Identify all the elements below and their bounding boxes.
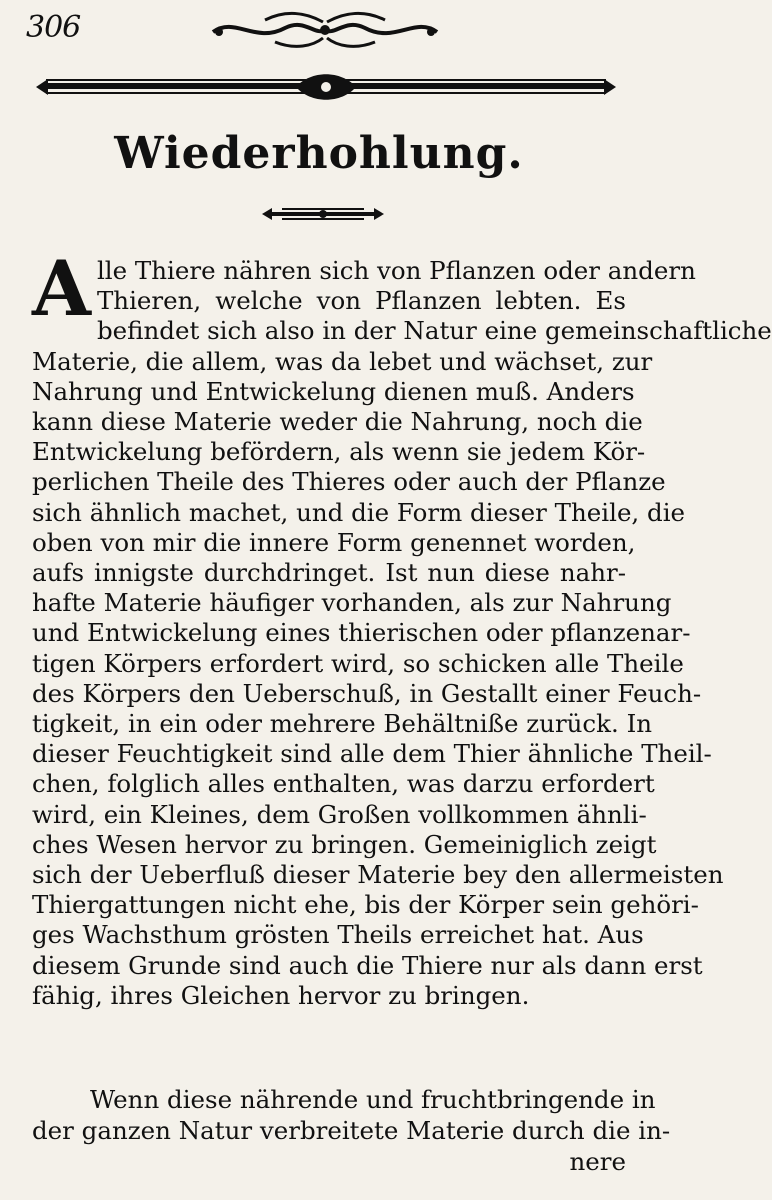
text-line: Entwickelung befördern, als wenn sie jedem Kör-: [32, 437, 646, 467]
text-line: dieser Feuchtigkeit sind alle dem Thier ähnliche Theil-: [32, 739, 712, 769]
text-line: fähig, ihres Gleichen hervor zu bringen.: [32, 980, 530, 1010]
text-line: diesem Grunde sind auch die Thiere nur als dann erst: [32, 950, 703, 980]
text-line: chen, folglich alles enthalten, was darzu erfordert: [32, 769, 655, 799]
catchword: nere: [569, 1147, 626, 1176]
page-number: 306: [26, 10, 81, 45]
header-divider-ornament: [36, 70, 616, 104]
text-line: wird, ein Kleines, dem Großen vollkommen ähnli-: [32, 799, 647, 829]
text-line: hafte Materie häufiger vorhanden, als zur Nahrung: [32, 588, 672, 618]
text-line: und Entwickelung eines thierischen oder pflanzenar-: [32, 618, 691, 648]
text-line: aufs innigste durchdringet. Ist nun diese nahr-: [32, 558, 626, 588]
text-line: sich ähnlich machet, und die Form dieser Theile, die: [32, 497, 686, 527]
text-line: oben von mir die innere Form genennet worden,: [32, 527, 636, 557]
page-title: Wiederhohlung.: [114, 128, 524, 179]
text-line: tigen Körpers erfordert wird, so schicken alle Theile: [32, 648, 684, 678]
text-line: Thieren, welche von Pflanzen lebten. Es: [96, 286, 626, 316]
paragraph-1: [32, 244, 772, 1011]
top-flourish-ornament: [205, 6, 445, 54]
text-line: lle Thiere nähren sich von Pflanzen oder andern: [96, 256, 696, 285]
drop-cap: A: [32, 244, 91, 333]
text-line: der ganzen Natur verbreitete Materie durch die in-: [32, 1116, 671, 1145]
text-line: perlichen Theile des Thieres oder auch der Pflanze: [32, 467, 666, 497]
text-line: tigkeit, in ein oder mehrere Behältniße zurück. In: [32, 709, 653, 739]
text-line: Nahrung und Entwickelung dienen muß. Anders: [32, 376, 635, 406]
text-line: ges Wachsthum grösten Theils erreichet hat. Aus: [32, 920, 644, 950]
text-line: Materie, die allem, was da lebet und wächset, zur: [32, 346, 653, 376]
text-line: des Körpers den Ueberschuß, in Gestallt einer Feuch-: [32, 678, 702, 708]
text-line: befindet sich also in der Natur eine gemeinschaftliche: [96, 316, 772, 346]
paragraph-2: [32, 1084, 671, 1177]
text-line: sich der Ueberfluß dieser Materie bey den allermeisten: [32, 860, 724, 890]
text-line: ches Wesen hervor zu bringen. Gemeiniglich zeigt: [32, 829, 657, 859]
title-divider-ornament: [262, 204, 384, 224]
text-line: Wenn diese nährende und fruchtbringende in: [90, 1085, 656, 1114]
text-line: Thiergattungen nicht ehe, bis der Körper sein gehöri-: [32, 890, 699, 920]
text-line: kann diese Materie weder die Nahrung, noch die: [32, 407, 643, 437]
